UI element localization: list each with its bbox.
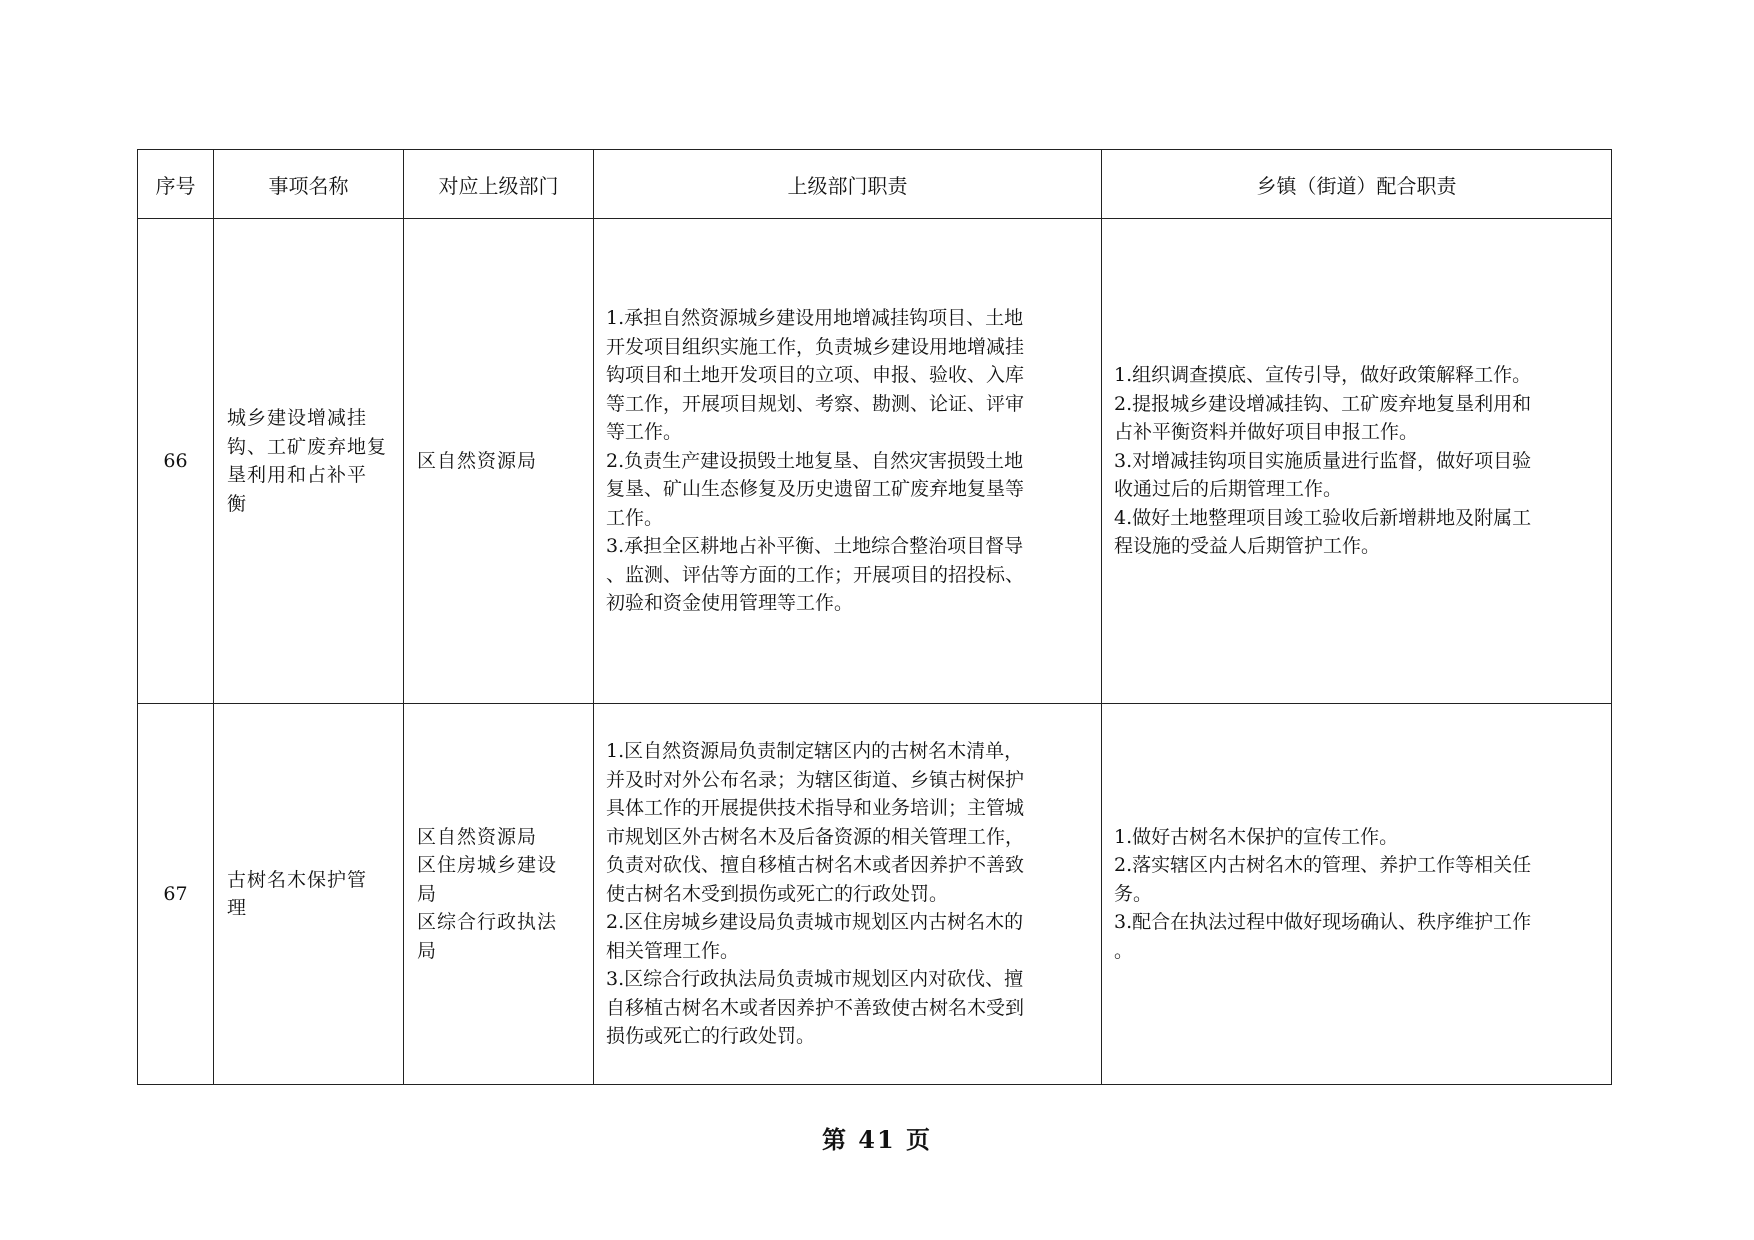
header-name: 事项名称 xyxy=(214,150,404,219)
superior-dept xyxy=(404,704,594,1085)
text-line: 相关管理工作。 xyxy=(606,939,740,962)
text-line: 局 xyxy=(417,939,438,962)
header-duty: 上级部门职责 xyxy=(594,150,1102,219)
text-line: 钩项目和土地开发项目的立项、申报、验收、入库 xyxy=(606,364,1025,387)
text-line: 1.区自然资源局负责制定辖区内的古树名木清单， xyxy=(606,740,1024,763)
superior-duty xyxy=(594,704,1102,1085)
text-line: 1.组织调查摸底、宣传引导，做好政策解释工作。 xyxy=(1114,364,1532,387)
text-line: 使古树名木受到损伤或死亡的行政处罚。 xyxy=(606,882,949,905)
text-line: 衡 xyxy=(227,492,248,515)
text-line: 3.配合在执法过程中做好现场确认、秩序维护工作 xyxy=(1114,911,1532,934)
text-line: 4.做好土地整理项目竣工验收后新增耕地及附属工 xyxy=(1114,506,1532,529)
superior-duty xyxy=(594,219,1102,704)
text-line: 区住房城乡建设 xyxy=(417,854,558,877)
text-line: 占补平衡资料并做好项目申报工作。 xyxy=(1114,421,1419,444)
text-line: 1.承担自然资源城乡建设用地增减挂钩项目、土地 xyxy=(606,307,1024,330)
text-line: 城乡建设增减挂 xyxy=(227,407,368,429)
superior-dept xyxy=(404,219,594,704)
text-line: 程设施的受益人后期管护工作。 xyxy=(1114,535,1381,558)
text-line: 区自然资源局 xyxy=(417,825,538,848)
text-line: 复垦、矿山生态修复及历史遗留工矿废弃地复垦等 xyxy=(606,478,1025,501)
text-line: 区自然资源局 xyxy=(417,449,538,472)
table-header-row xyxy=(138,150,1612,219)
text-line: 2.提报城乡建设增减挂钩、工矿废弃地复垦利用和 xyxy=(1114,392,1532,415)
row-number: 66 xyxy=(138,219,214,704)
township-coop-duty xyxy=(1102,704,1612,1085)
text-line: 3.承担全区耕地占补平衡、土地综合整治项目督导 xyxy=(606,535,1024,558)
text-line: 3.对增减挂钩项目实施质量进行监督，做好项目验 xyxy=(1114,449,1532,472)
item-name xyxy=(214,704,404,1085)
page-number: 第 41 页 xyxy=(821,1125,933,1154)
text-line: 2.区住房城乡建设局负责城市规划区内古树名木的 xyxy=(606,911,1024,934)
table-row xyxy=(138,704,1612,1085)
text-line: 等工作。 xyxy=(606,421,683,444)
text-line: 等工作，开展项目规划、考察、勘测、论证、评审 xyxy=(606,392,1025,415)
text-line: 务。 xyxy=(1114,882,1153,905)
text-line: 古树名木保护管 xyxy=(227,868,368,891)
text-line: 初验和资金使用管理等工作。 xyxy=(606,592,854,615)
text-line: 负责对砍伐、擅自移植古树名木或者因养护不善致 xyxy=(606,854,1025,877)
text-line: 垦利用和占补平 xyxy=(227,464,368,486)
text-line: 收通过后的后期管理工作。 xyxy=(1114,478,1343,501)
text-line: 市规划区外古树名木及后备资源的相关管理工作， xyxy=(606,825,1025,848)
text-line: 工作。 xyxy=(606,506,664,529)
text-line: 2.落实辖区内古树名木的管理、养护工作等相关任 xyxy=(1114,854,1532,877)
text-line: 损伤或死亡的行政处罚。 xyxy=(606,1025,816,1048)
text-line: 自移植古树名木或者因养护不善致使古树名木受到 xyxy=(606,996,1025,1019)
text-line: 1.做好古树名木保护的宣传工作。 xyxy=(1114,825,1399,848)
header-no: 序号 xyxy=(138,150,214,219)
text-line: 局 xyxy=(417,882,438,905)
text-line: 理 xyxy=(227,897,248,919)
text-line: 2.负责生产建设损毁土地复垦、自然灾害损毁土地 xyxy=(606,449,1024,472)
text-line: 3.区综合行政执法局负责城市规划区内对砍伐、擅 xyxy=(606,968,1024,991)
text-line: 具体工作的开展提供技术指导和业务培训；主管城 xyxy=(606,797,1025,820)
text-line: 。 xyxy=(1114,939,1134,962)
township-coop-duty xyxy=(1102,219,1612,704)
header-coop: 乡镇（街道）配合职责 xyxy=(1102,150,1612,219)
item-name xyxy=(214,219,404,704)
table-row xyxy=(138,219,1612,704)
text-line: 并及时对外公布名录；为辖区街道、乡镇古树保护 xyxy=(606,768,1025,791)
text-line: 钩、工矿废弃地复 xyxy=(227,435,388,458)
duty-table xyxy=(137,149,1612,1085)
header-dept: 对应上级部门 xyxy=(404,150,594,219)
text-line: 、监测、评估等方面的工作；开展项目的招投标、 xyxy=(606,563,1025,586)
text-line: 开发项目组织实施工作，负责城乡建设用地增减挂 xyxy=(606,335,1025,358)
text-line: 区综合行政执法 xyxy=(417,911,558,934)
row-number: 67 xyxy=(138,704,214,1085)
